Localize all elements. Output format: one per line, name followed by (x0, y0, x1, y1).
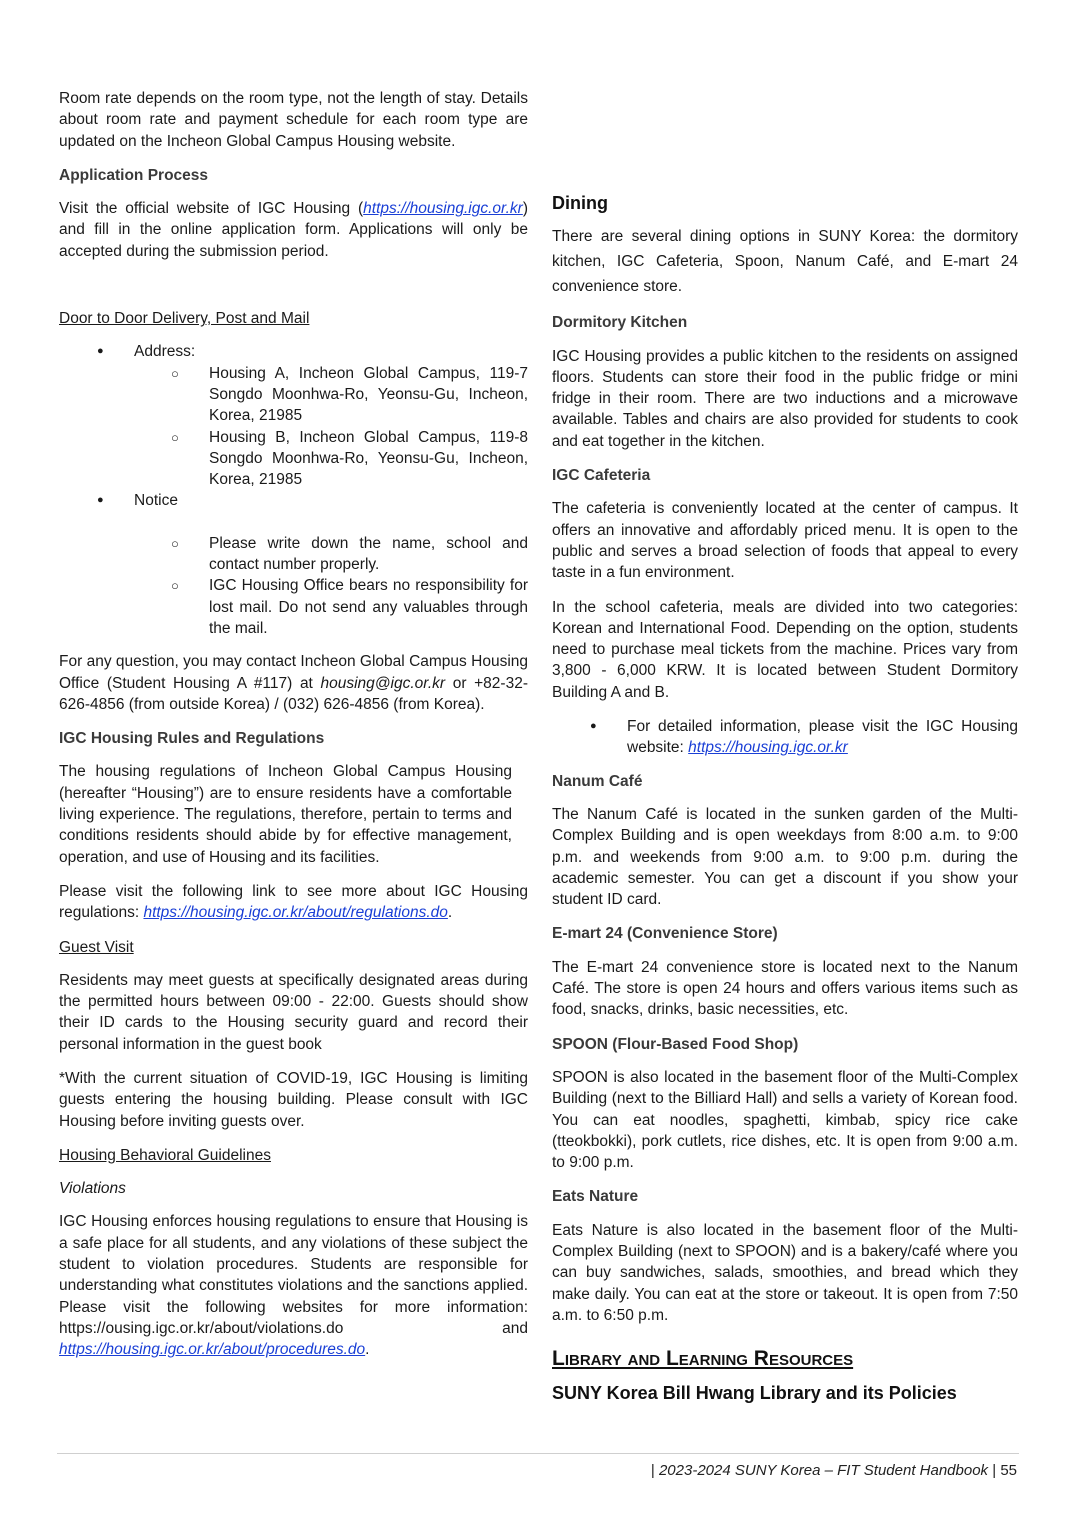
notice-sublist (134, 533, 528, 639)
nanum-cafe-heading: Nanum Café (552, 772, 643, 790)
emart-paragraph: The E-mart 24 convenience store is located next to the Nanum Café. The store is open 24 hours and offers various items such as food, snacks, drinks, basic necessities, etc. (552, 958, 1018, 1019)
cafeteria-paragraph-1: The cafeteria is conveniently located at the center of campus. It offers an innovative and affordably priced menu. It is open to the public and serves a broad selection of foods that appeal to every taste in a fun environment. (552, 500, 1018, 582)
left-column (59, 88, 528, 1374)
housing-website-link[interactable]: https://housing.igc.or.kr (363, 200, 523, 218)
rules-heading: IGC Housing Rules and Regulations (59, 730, 325, 748)
footer-bar-right: | (992, 1462, 997, 1479)
contact-paragraph: For any question, you may contact Incheon Global Campus Housing Office (Student Housing A #117) at housing@igc.or.kr or +82-32-626-4856 (from outside Korea) / (032) 626-4856 (from Korea). (59, 653, 528, 713)
dormitory-kitchen-heading: Dormitory Kitchen (552, 314, 688, 332)
dining-intro: There are several dining options in SUNY Korea: the dormitory kitchen, IGC Cafeteria, Spoon, Nanum Café, and E-mart 24 convenience store. (552, 228, 1018, 296)
library-section-title: Library and Learning Resources (552, 1347, 854, 1371)
nanum-cafe-paragraph: The Nanum Café is located in the sunken garden of the Multi-Complex Building and is open weekdays from 8:00 a.m. to 9:00 p.m. and weekends from 9:00 a.m. to 9:00 p.m. during the academic semester. You can get a discount if you show your student ID card. (552, 805, 1018, 909)
page-number: 55 (1000, 1462, 1017, 1479)
dining-heading: Dining (552, 193, 608, 213)
address-housing-b: ○ Housing B, Incheon Global Campus, 119-8 Songdo Moonhwa-Ro, Yeonsu-Gu, Incheon, Korea, 21985 (59, 427, 528, 491)
spoon-heading: SPOON (Flour-Based Food Shop) (552, 1035, 799, 1053)
address-sublist (134, 363, 528, 491)
eats-nature-heading: Eats Nature (552, 1188, 639, 1206)
guest-visit-heading: Guest Visit (59, 938, 134, 956)
rules-link-paragraph: Please visit the following link to see more about IGC Housing regulations: https://housing.igc.or.kr/about/regulations.do. (59, 882, 528, 922)
notice-write-name: ○ Please write down the name, school and contact number properly. (59, 533, 528, 576)
delivery-heading: Door to Door Delivery, Post and Mail (59, 310, 310, 328)
regulations-link[interactable]: https://housing.igc.or.kr/about/regulations.do (143, 904, 448, 922)
violations-heading: Violations (59, 1180, 126, 1198)
spoon-paragraph: SPOON is also located in the basement floor of the Multi-Complex Building (next to the Billiard Hall) and sells a variety of Korean food. You can eat noodles, spaghetti, kimbab, spicy rice cake (tteokbokki), pork cutlets, rice dishes, etc. It is open from 9:00 a.m. to 9:00 p.m. (552, 1068, 1018, 1172)
dormitory-kitchen-paragraph: IGC Housing provides a public kitchen to the residents on assigned floors. Students can store their food in the public fridge or mini fridge in their room. There are two inductions and a microwave available. Tables and chairs are also provided for students to cook and eat together in the kitchen. (552, 347, 1018, 450)
notice-item: ● Notice ○ Please write down the name, school and contact number properly. ○ IGC Housing Office bears no responsibility for lost mail. Do not send any valuables through the mail. (59, 490, 528, 639)
room-rate-paragraph: Room rate depends on the room type, not the length of stay. Details about room rate and payment schedule for each room type are updated on the Incheon Global Campus Housing website. (59, 90, 528, 150)
application-process-heading: Application Process (59, 166, 209, 184)
covid-paragraph: *With the current situation of COVID-19, IGC Housing is limiting guests entering the housing building. Please consult with IGC Housing before inviting guests over. (59, 1069, 528, 1130)
cafeteria-bullets (552, 716, 1018, 759)
contact-email: housing@igc.or.kr (320, 674, 446, 692)
library-heading: SUNY Korea Bill Hwang Library and its Policies (552, 1383, 957, 1404)
procedures-link[interactable]: https://housing.igc.or.kr/about/procedures.do (59, 1341, 366, 1359)
footer-divider (57, 1453, 1019, 1454)
cafeteria-paragraph-2: In the school cafeteria, meals are divided into two categories: Korean and International Food. Depending on the option, students need to purchase meal tickets from the machine. Prices vary from 3,800 - 6,000 KRW. It is located between Student Dormitory Building A and B. (552, 598, 1018, 701)
rules-paragraph: The housing regulations of Incheon Global Campus Housing (hereafter “Housing”) are to ensure residents have a comfortable living experience. The regulations, therefore, pertain to terms and conditions residents should abide by for effective management, operation, and use of Housing and its facilities. (59, 763, 512, 866)
eats-nature-paragraph: Eats Nature is also located in the basement floor of the Multi-Complex Building (next to SPOON) and is a bakery/café where you can buy sandwiches, salads, smoothies, and bread which they make daily. You can eat at the store or takeout. It is open from 7:50 a.m. to 6:50 p.m. (552, 1221, 1018, 1324)
cafeteria-housing-link[interactable]: https://housing.igc.or.kr (688, 739, 848, 757)
right-column (552, 193, 1018, 1415)
emart-heading: E-mart 24 (Convenience Store) (552, 925, 778, 943)
footer-title: 2023-2024 SUNY Korea – FIT Student Handbook (658, 1462, 989, 1479)
igc-cafeteria-heading: IGC Cafeteria (552, 467, 651, 485)
delivery-list (59, 341, 528, 639)
violations-paragraph: IGC Housing enforces housing regulations to ensure that Housing is a safe place for all students, and any violations of these subject the student to violation procedures. Students are responsible for understanding what constitutes violations and the sanctions applied. Please visit the following websites for more information: https://ousing.igc.or.kr/about/violations.do and https://housing.igc.or.kr/about/procedures.do. (59, 1213, 528, 1359)
guest-visit-paragraph: Residents may meet guests at specifically designated areas during the permitted hours between 09:00 - 22:00. Guests should show their ID cards to the Housing security guard and record their personal information in the guest book (59, 971, 528, 1053)
address-housing-a: ○ Housing A, Incheon Global Campus, 119-7 Songdo Moonhwa-Ro, Yeonsu-Gu, Incheon, Korea, 21985 (59, 363, 528, 427)
cafeteria-info-item: ● For detailed information, please visit the IGC Housing website: https://housing.igc.or.kr (552, 716, 1018, 759)
page-footer (651, 1462, 1017, 1479)
footer-bar-left: | (650, 1462, 655, 1479)
behavioral-guidelines-heading: Housing Behavioral Guidelines (59, 1146, 271, 1164)
application-process-paragraph: Visit the official website of IGC Housing (https://housing.igc.or.kr) and fill in the online application form. Applications will only be accepted during the submission period. (59, 200, 528, 260)
notice-no-responsibility: ○ IGC Housing Office bears no responsibility for lost mail. Do not send any valuables through the mail. (59, 575, 528, 639)
address-item: ● Address: ○ Housing A, Incheon Global Campus, 119-7 Songdo Moonhwa-Ro, Yeonsu-Gu, Incheon, Korea, 21985 ○ Housing B, Incheon Global Campus, 119-8 Songdo Moonhwa-Ro, Yeonsu-Gu, Incheon, Korea, 21985 (59, 341, 528, 490)
